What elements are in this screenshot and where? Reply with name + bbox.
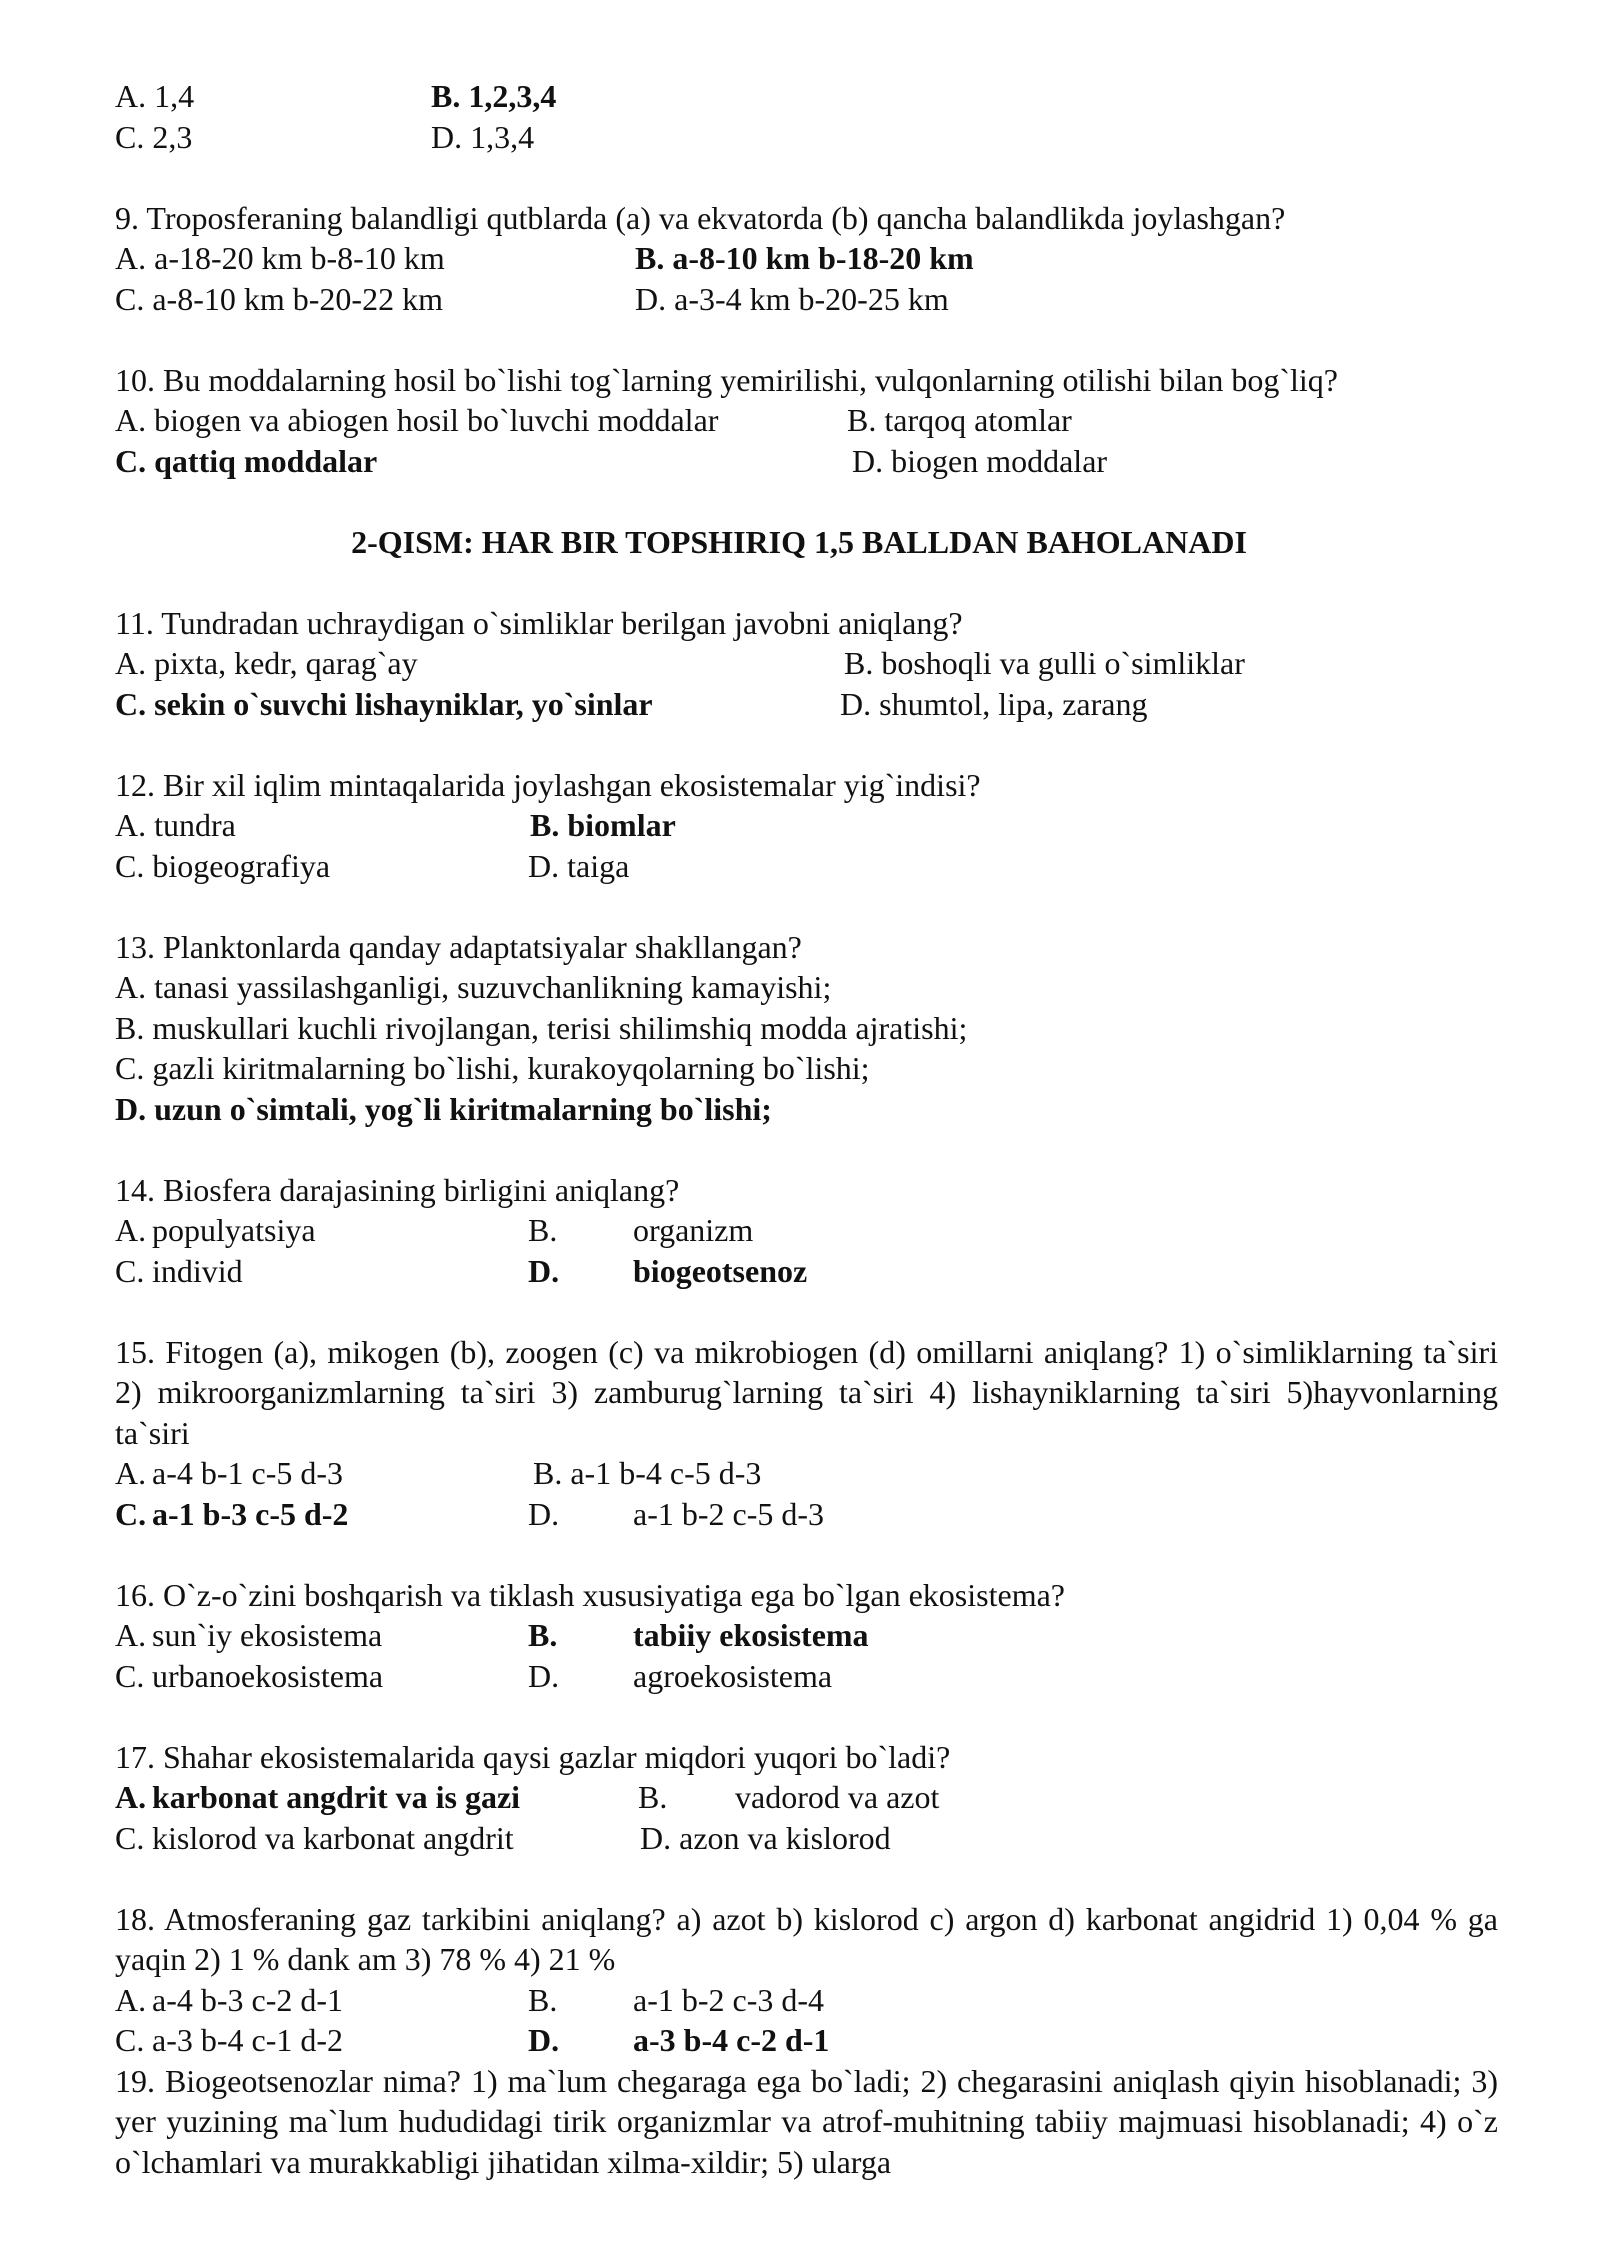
q16-options-row-1 xyxy=(115,1615,1498,1656)
q14-option-a-label: A. xyxy=(115,1212,147,1248)
q10-options-row-1 xyxy=(115,400,1498,441)
q12-option-b-correct: B. biomlar xyxy=(530,807,676,843)
q14-option-d-label: D. xyxy=(528,1252,560,1289)
q15-options-row-1 xyxy=(115,1453,1498,1494)
q16-option-a-label: A. xyxy=(115,1617,147,1653)
q16-option-b-label: B. xyxy=(528,1617,558,1653)
q18-option-b-label: B. xyxy=(528,1981,558,2018)
q10-option-b: B. tarqoq atomlar xyxy=(847,402,1072,438)
q13-question: 13. Planktonlarda qanday adaptatsiyalar shakllangan? xyxy=(115,928,802,965)
q16-option-c: urbanoekosistema xyxy=(152,1657,384,1694)
q12-options-row-2 xyxy=(115,846,1498,887)
q14-question: 14. Biosfera darajasining birligini aniqlang? xyxy=(115,1171,680,1208)
q11-option-b: B. boshoqli va gulli o`simliklar xyxy=(844,645,1245,681)
q19-question: 19. Biogeotsenozlar nima? 1) ma`lum chegaraga ega bo`ladi; 2) chegarasini aniqlash qiyin hisoblanadi; 3) yer yuzining ma`lum hududidagi tirik organizmlar va atrof-muhitning tabiiy majmuasi hisoblanadi; 4) o`z o`lchamlari va murakkabligi jihatidan xilma-xildir; 5) ularga xyxy=(115,2062,1498,2180)
q13-option-c: C. gazli kiritmalarning bo`lishi, kurakoyqolarning bo`lishi; xyxy=(115,1050,870,1086)
q16-question: 16. O`z-o`zini boshqarish va tiklash xususiyatiga ega bo`lgan ekosistema? xyxy=(115,1576,1065,1613)
q8-option-b-correct: B. 1,2,3,4 xyxy=(431,78,557,114)
q9-options-row-1 xyxy=(115,238,1498,279)
q16-option-a: sun`iy ekosistema xyxy=(152,1617,383,1653)
q15-option-c-correct: a-1 b-3 c-5 d-2 xyxy=(152,1495,349,1532)
q15-option-d-label: D. xyxy=(528,1495,560,1532)
q10-options-row-2 xyxy=(115,441,1498,482)
q17-question: 17. Shahar ekosistemalarida qaysi gazlar miqdori yuqori bo`ladi? xyxy=(115,1738,951,1775)
q9-option-d: D. a-3-4 km b-20-25 km xyxy=(635,280,949,317)
q18-option-a-label: A. xyxy=(115,1981,147,2018)
q17-option-a-label: A. xyxy=(115,1779,147,1815)
q9-option-b-correct: B. a-8-10 km b-18-20 km xyxy=(635,240,974,276)
q16-options-row-2 xyxy=(115,1656,1498,1697)
q16-option-d: agroekosistema xyxy=(633,1657,833,1694)
q8-options-row-1 xyxy=(115,76,1498,117)
q14-options-row-1 xyxy=(115,1210,1498,1251)
q15-option-a: a-4 b-1 c-5 d-3 xyxy=(152,1455,344,1491)
q12-option-a: A. tundra xyxy=(115,807,236,843)
q12-question: 12. Bir xil iqlim mintaqalarida joylashgan ekosistemalar yig`indisi? xyxy=(115,766,981,803)
q17-option-c: kislorod va karbonat angdrit xyxy=(152,1819,514,1856)
q14-option-d-correct: biogeotsenoz xyxy=(633,1252,808,1289)
q15-option-d: a-1 b-2 c-5 d-3 xyxy=(633,1495,825,1532)
q16-option-b-correct: tabiiy ekosistema xyxy=(633,1617,869,1653)
q11-options-row-2 xyxy=(115,684,1498,725)
q18-option-c-label: C. xyxy=(115,2022,145,2058)
q11-option-a: A. pixta, kedr, qarag`ay xyxy=(115,645,418,681)
q11-options-row-1 xyxy=(115,643,1498,684)
q12-options-row-1 xyxy=(115,805,1498,846)
q18-option-b: a-1 b-2 c-3 d-4 xyxy=(633,1981,825,2018)
q10-option-d: D. biogen moddalar xyxy=(852,442,1108,479)
q12-option-d: D. taiga xyxy=(528,847,630,884)
q15-options-row-2 xyxy=(115,1494,1498,1535)
q13-option-b: B. muskullari kuchli rivojlangan, terisi shilimshiq modda ajratishi; xyxy=(115,1009,968,1046)
q10-option-c-correct: C. qattiq moddalar xyxy=(115,442,378,479)
q17-options-row-2 xyxy=(115,1818,1498,1859)
q9-option-c: C. a-8-10 km b-20-22 km xyxy=(115,280,443,317)
q11-option-d: D. shumtol, lipa, zarang xyxy=(840,685,1148,722)
q9-option-a: A. a-18-20 km b-8-10 km xyxy=(115,240,445,276)
q14-option-b-label: B. xyxy=(528,1212,558,1248)
q8-option-a: A. 1,4 xyxy=(115,78,195,114)
document-page xyxy=(115,76,1498,2182)
q18-options-row-1 xyxy=(115,1980,1498,2021)
q15-option-b: B. a-1 b-4 c-5 d-3 xyxy=(533,1455,762,1491)
q14-option-c-label: C. xyxy=(115,1252,145,1289)
q18-option-a: a-4 b-3 c-2 d-1 xyxy=(152,1981,344,2018)
q14-options-row-2 xyxy=(115,1251,1498,1292)
q10-question: 10. Bu moddalarning hosil bo`lishi tog`larning yemirilishi, vulqonlarning otilishi bilan bog`liq? xyxy=(115,361,1338,398)
q16-option-d-label: D. xyxy=(528,1657,560,1694)
q8-option-d: D. 1,3,4 xyxy=(431,118,535,155)
q17-option-a-correct: karbonat angdrit va is gazi xyxy=(152,1779,521,1815)
q10-option-a: A. biogen va abiogen hosil bo`luvchi moddalar xyxy=(115,402,719,438)
q18-options-row-2 xyxy=(115,2020,1498,2061)
q14-option-b: organizm xyxy=(633,1212,754,1248)
q18-option-d-correct: a-3 b-4 c-2 d-1 xyxy=(633,2022,830,2058)
q18-option-c: a-3 b-4 c-1 d-2 xyxy=(152,2022,344,2058)
q13-option-d-correct: D. uzun o`simtali, yog`li kiritmalarning bo`lishi; xyxy=(115,1090,772,1127)
q17-option-d: D. azon va kislorod xyxy=(640,1819,891,1856)
q9-question: 9. Troposferaning balandligi qutblarda (a) va ekvatorda (b) qancha balandlikda joylashgan? xyxy=(115,199,1286,236)
q12-option-c: C. biogeografiya xyxy=(115,847,331,884)
q9-options-row-2 xyxy=(115,279,1498,320)
q14-option-c: individ xyxy=(152,1252,243,1289)
q17-option-b-label: B. xyxy=(638,1779,668,1815)
q17-option-b: vadorod va azot xyxy=(735,1779,940,1815)
q18-question: 18. Atmosferaning gaz tarkibini aniqlang? a) azot b) kislorod c) argon d) karbonat angidrid 1) 0,04 % ga yaqin 2) 1 % dank am 3) 78 % 4) 21 % xyxy=(115,1900,1498,1977)
section-heading: 2-QISM: HAR BIR TOPSHIRIQ 1,5 BALLDAN BAHOLANADI xyxy=(351,523,1247,560)
q11-option-c-correct: C. sekin o`suvchi lishayniklar, yo`sinlar xyxy=(115,685,653,722)
q13-option-a: A. tanasi yassilashganligi, suzuvchanlikning kamayishi; xyxy=(115,969,832,1005)
q15-question: 15. Fitogen (a), mikogen (b), zoogen (c) va mikrobiogen (d) omillarni aniqlang? 1) o`simliklarning ta`siri 2) mikroorganizmlarning ta`siri 3) zamburug`larning ta`siri 4) lishayniklarning ta`siri 5)hayvonlarning ta`siri xyxy=(115,1333,1498,1451)
q15-option-c-label: C. xyxy=(115,1495,147,1532)
q15-option-a-label: A. xyxy=(115,1455,147,1491)
q17-options-row-1 xyxy=(115,1777,1498,1818)
q18-option-d-label: D. xyxy=(528,2022,560,2058)
q11-question: 11. Tundradan uchraydigan o`simliklar berilgan javobni aniqlang? xyxy=(115,604,963,641)
q14-option-a: populyatsiya xyxy=(152,1212,316,1248)
q8-options-row-2 xyxy=(115,117,1498,158)
q8-option-c: C. 2,3 xyxy=(115,118,193,155)
q17-option-c-label: C. xyxy=(115,1819,145,1856)
q16-option-c-label: C. xyxy=(115,1657,145,1694)
